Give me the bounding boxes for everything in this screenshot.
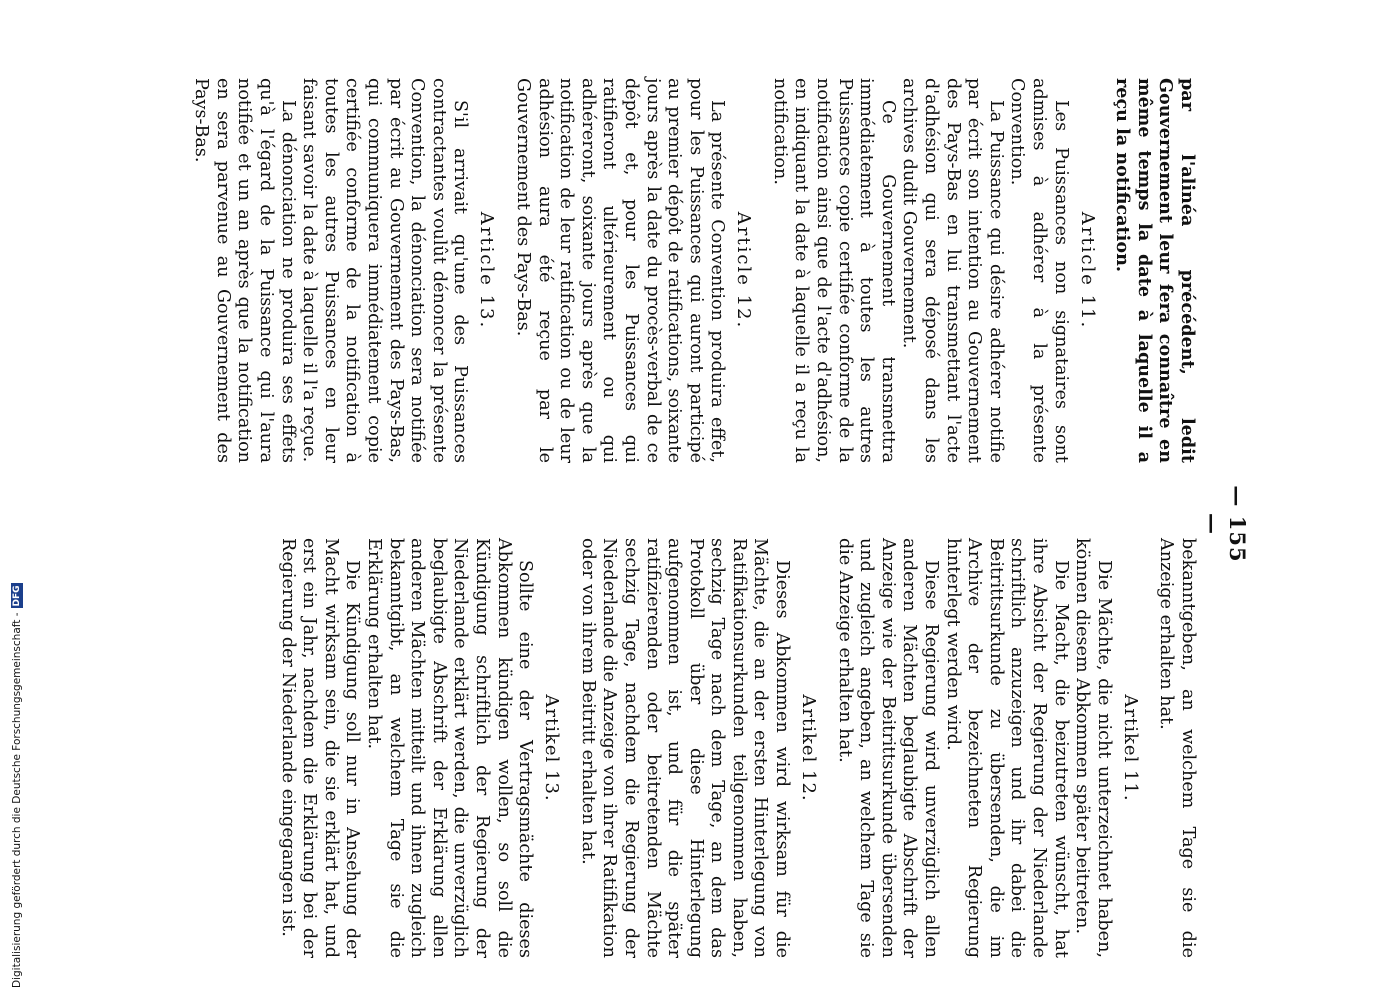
fr-art11-p1: Les Puissances non signataires sont admises à adhérer à la présente Convention. [1007,78,1071,463]
fr-art13-p2: La dénonciation ne produira ses effets qu'à l'égard de la Puissance qui l'aura notifiée et un an après que la notification en sera parvenue au Gouvernement des Pays-Bas. [191,78,298,463]
de-art12-p1: Dieses Abkommen wird wirksam für die Mächte, die an der ersten Hinterlegung von Ratifikationsurkunden teilgenommen haben, sechzig Tage nach dem Tage, an dem das Protokoll über diese Hinterlegung aufgenommen ist, und für die später ratifizierenden oder beitretenden Mächte sechzig Tage, nachdem die Regierung der Niederlande die Anzeige von ihrer Ratifikation oder von ihrem Beitritt erhalten hat. [577,538,793,958]
digitization-credit [0,0,22,1000]
fr-article-13-title: Article 13. [476,211,498,330]
fr-art13-p1: S'il arrivait qu'une des Puissances contractantes voulût dénoncer la présente Convention, la dénonciation sera notifiée par écrit au Gouvernement des Pays-Bas, qui communiquera immédiatement copie certifiée conforme de la notification à toutes les autres Puissances en leur faisant savoir la date à laquelle il l'a reçue. [299,78,471,463]
german-column [276,538,1198,958]
fr-art11-p3: Ce Gouvernement transmettra immédiatement à toutes les autres Puissances copie certifiée conforme de la notification ainsi que de l'acte d'adhésion, en indiquant la date à laquelle il a reçu la notification. [769,78,898,463]
fr-art11-p2: La Puissance qui désire adhérer notifie par écrit son intention au Gouvernement des Pays-Bas en lui transmettant l'acte d'adhésion qui sera déposé dans les archives dudit Gouvernement. [899,78,1006,463]
de-art11-p3: Diese Regierung wird unverzüglich allen anderen Mächten beglaubigte Abschrift der Anzeige wie der Beitrittsurkunde übersenden und zugleich angeben, an welchem Tage sie die Anzeige erhalten hat. [834,538,942,958]
credit-text: Digitalisierung gefördert durch die Deutsche Forschungsgemeinschaft - [11,612,23,988]
rotated-page [140,0,1250,1000]
fr-intro: par l'alinéa précédent, ledit Gouvernement leur fera connaître en même temps la date à laquelle il a reçu la notification. [1112,78,1198,463]
fr-article-11-title: Article 11. [1076,211,1098,330]
fr-art12-p1: La présente Convention produira effet, pour les Puissances qui auront participé au premier dépôt de ratifications, soixante jours après la date du procès-verbal de ce dépôt et, pour les Puissances qui ratifieront ultérieurement ou qui adhéreront, soixante jours après que la notification de leur ratification ou de leur adhésion aura été reçue par le Gouvernement des Pays-Bas. [512,78,728,463]
de-art13-p1: Sollte eine der Vertragsmächte dieses Abkommen kündigen wollen, so soll die Kündigung schriftlich der Regierung der Niederlande erklärt werden, die unverzüglich beglaubigte Abschrift der Erklärung allen anderen Mächten mitteilt und ihnen zugleich bekanntgibt, an welchem Tage sie die Erklärung erhalten hat. [364,538,536,958]
fr-article-12-title: Article 12. [733,211,755,330]
de-article-13-title: Artikel 13. [541,694,563,802]
dfg-logo: DFG [12,585,22,607]
de-article-11-title: Artikel 11. [1119,694,1141,802]
de-intro: bekanntgeben, an welchem Tage sie die Anzeige erhalten hat. [1156,538,1198,958]
page-number: — 155 — [1200,485,1250,563]
french-column [190,78,1198,463]
de-art11-p1: Die Mächte, die nicht unterzeichnet haben, können diesem Abkommen später beitreten. [1072,538,1114,958]
de-art13-p2: Die Kündigung soll nur in Ansehung der Macht wirksam sein, die sie erklärt hat, und erst ein Jahr, nachdem die Erklärung bei der Regierung der Niederlande eingegangen ist. [277,538,363,958]
de-art11-p2: Die Macht, die beizutreten wünscht, hat ihre Absicht der Regierung der Niederlande schriftlich anzuzeigen und ihr dabei die Beitrittsurkunde zu übersenden, die im Archive der bezeichneten Regierung hinterlegt werden wird. [942,538,1071,958]
de-article-12-title: Artikel 12. [798,694,820,802]
